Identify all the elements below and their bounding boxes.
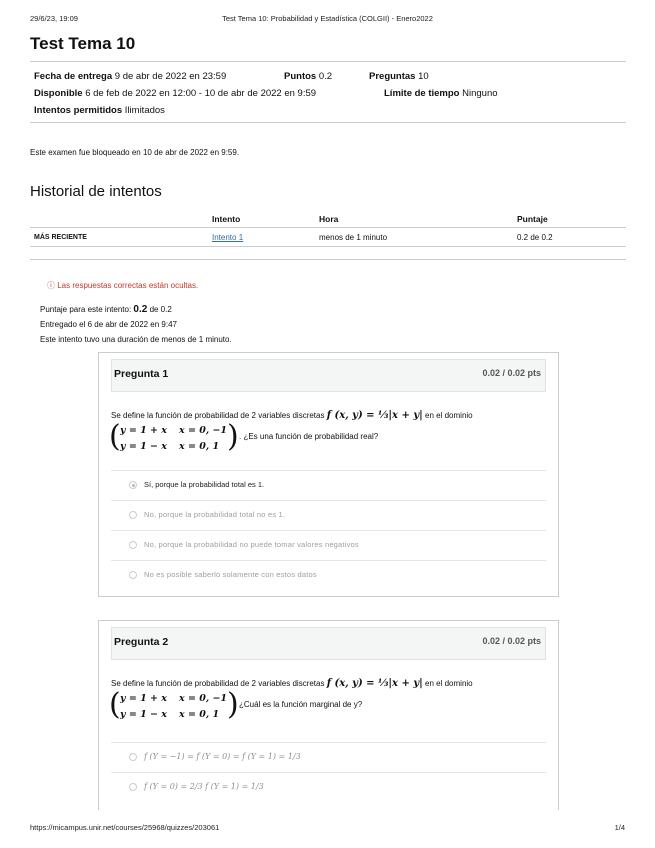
radio[interactable] [129, 571, 137, 579]
radio[interactable] [129, 541, 137, 549]
answer-list [111, 470, 546, 590]
question-points: 0.02 / 0.02 pts [482, 636, 541, 646]
attempt-score: 0.2 de 0.2 [517, 233, 553, 242]
print-date: 29/6/23, 19:09 [30, 14, 78, 23]
time-limit-value: Ninguno [462, 88, 498, 99]
locked-note: Este examen fue bloqueado en 10 de abr de 2022 en 9:59. [30, 148, 240, 157]
submitted-info: Entregado el 6 de abr de 2022 en 9:47 [40, 320, 177, 329]
page-title: Test Tema 10 [30, 34, 136, 53]
col-attempt: Intento [212, 214, 241, 224]
available-value: 6 de feb de 2022 en 12:00 - 10 de abr de 2022 en 9:59 [85, 88, 317, 99]
due-label: Fecha de entrega [34, 71, 113, 82]
answer-list [111, 742, 546, 802]
attempt-history-table [30, 209, 626, 247]
due-value: 9 de abr de 2022 en 23:59 [114, 71, 227, 82]
attempts-allowed-label: Intentos permitidos [34, 105, 123, 116]
question-text: Se define la función de probabilidad de 2 variables discretas f (x, y) = ⅓|x + y| en el dominio ( y = 1 + x x = 0, −1 y = 1 − x x = 0, 1 ) . ¿Es una función de probabilidad real? [109, 410, 473, 454]
col-score: Puntaje [517, 214, 548, 224]
question-header [111, 627, 546, 660]
answer-option[interactable]: Sí, porque la probabilidad total es 1. [111, 470, 546, 500]
question-header [111, 359, 546, 392]
hidden-answers-warning: ⓘ Las respuestas correctas están ocultas. [47, 281, 199, 290]
warning-icon: ⓘ [47, 281, 55, 290]
table-header [30, 209, 626, 228]
available-label: Disponible [34, 88, 83, 99]
attempt-time: menos de 1 minuto [319, 233, 388, 242]
question-text: Se define la función de probabilidad de 2 variables discretas f (x, y) = ⅓|x + y| en el dominio ( y = 1 + x x = 0, −1 y = 1 − x x = 0, 1 ) ¿Cuál es la función marginal de y? [109, 678, 473, 722]
divider [30, 122, 626, 123]
questions-value: 10 [418, 71, 429, 82]
question-title: Pregunta 2 [114, 636, 169, 648]
points-value: 0.2 [318, 71, 333, 82]
score-info: Puntaje para este intento: 0.2 de 0.2 Entregado el 6 de abr de 2022 en 9:47 Este intento tuvo una duración de menos de 1 minuto. [40, 302, 232, 347]
divider [30, 61, 626, 62]
print-document-title: Test Tema 10: Probabilidad y Estadística (COLGII) - Enero2022 [222, 14, 433, 23]
domain-system: ( y = 1 + x x = 0, −1 y = 1 − x x = 0, 1 ) [109, 687, 239, 722]
radio[interactable] [129, 753, 137, 761]
answer-option[interactable]: f (Y = −1) = f (Y = 0) = f (Y = 1) = 1/3 [111, 742, 546, 772]
col-time: Hora [319, 214, 339, 224]
probability-formula: f (x, y) = ⅓|x + y| [326, 678, 423, 689]
attempts-allowed-value: Ilimitados [124, 105, 165, 116]
attempt-history-title: Historial de intentos [30, 183, 162, 200]
radio[interactable] [129, 511, 137, 519]
radio[interactable] [129, 783, 137, 791]
question-title: Pregunta 1 [114, 368, 169, 380]
duration-info: Este intento tuvo una duración de menos de 1 minuto. [40, 335, 232, 344]
time-limit-label: Límite de tiempo [384, 88, 460, 99]
answer-option[interactable]: No, porque la probabilidad no puede tomar valores negativos [111, 530, 546, 560]
page-url: https://micampus.unir.net/courses/25968/quizzes/203061 [30, 823, 220, 832]
attempt-1-link[interactable]: Intento 1 [212, 233, 244, 242]
table-row [30, 228, 626, 247]
question-points: 0.02 / 0.02 pts [482, 368, 541, 378]
radio-selected[interactable] [129, 481, 137, 489]
question-card-1 [98, 352, 559, 597]
points-label: Puntos [284, 71, 317, 82]
answer-option[interactable]: No, porque la probabilidad total no es 1. [111, 500, 546, 530]
divider [30, 259, 626, 260]
probability-formula: f (x, y) = ⅓|x + y| [326, 410, 423, 421]
page-number: 1/4 [614, 823, 625, 832]
answer-option[interactable]: No es posible saberlo solamente con estos datos [111, 560, 546, 590]
domain-system: ( y = 1 + x x = 0, −1 y = 1 − x x = 0, 1 ) [109, 419, 239, 454]
question-card-2 [98, 620, 559, 810]
questions-label: Preguntas [369, 71, 416, 82]
most-recent-label: MÁS RECIENTE [34, 234, 87, 241]
attempt-score-value: 0.2 [133, 304, 148, 315]
print-header [30, 14, 625, 26]
answer-option[interactable]: f (Y = 0) = 2/3 f (Y = 1) = 1/3 [111, 772, 546, 802]
